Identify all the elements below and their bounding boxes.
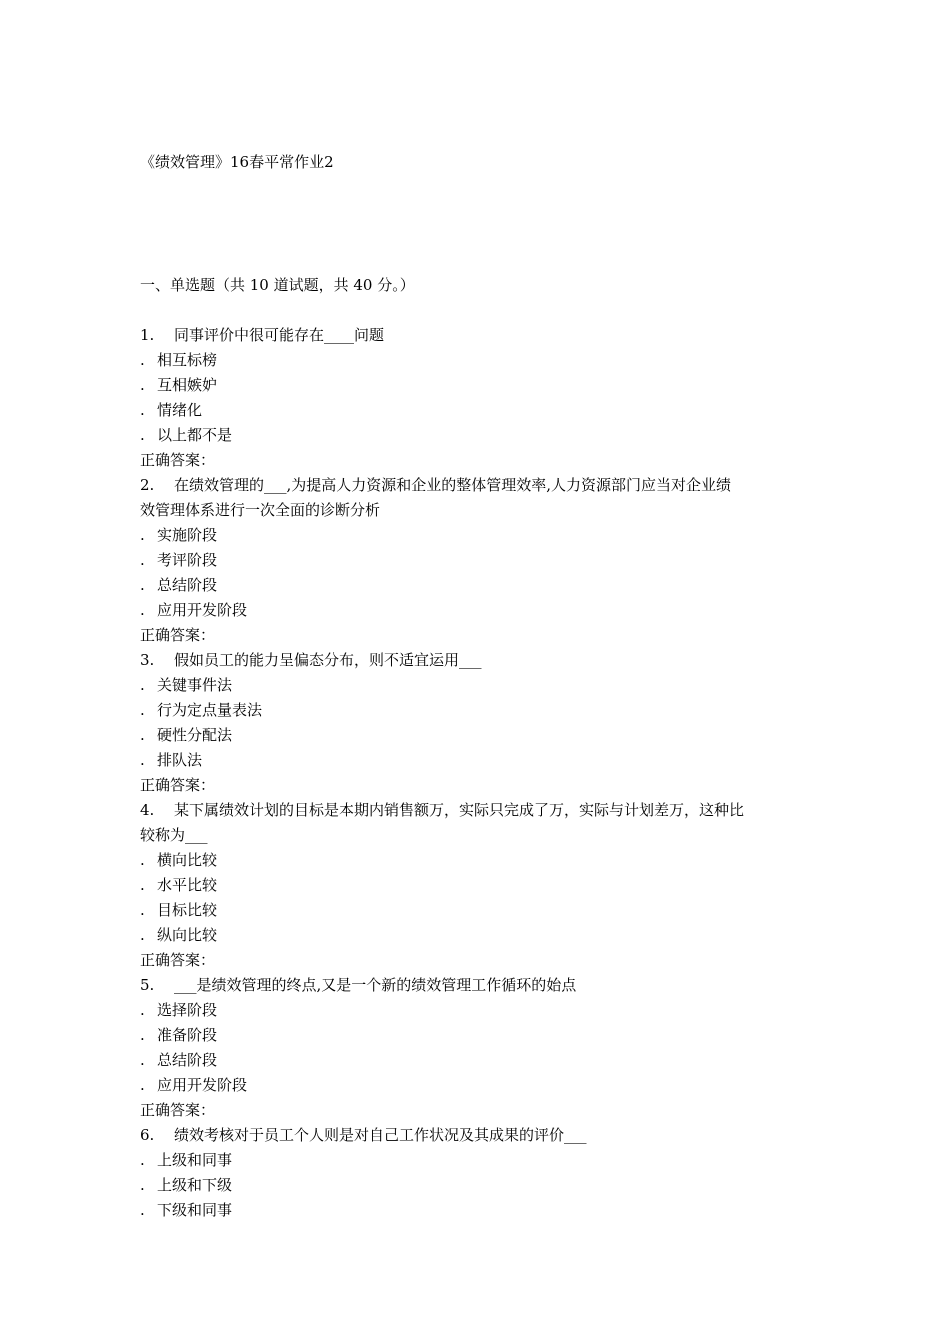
- option-text: 水平比较: [157, 876, 218, 894]
- question-item: [140, 648, 830, 798]
- option-bullet: .: [140, 401, 145, 419]
- answer-option: [140, 373, 830, 398]
- question-number: 2.: [140, 476, 155, 494]
- answer-option: [140, 398, 830, 423]
- answer-option: [140, 1048, 830, 1073]
- question-text: 绩效考核对于员工个人则是对自己工作状况及其成果的评价___: [174, 1126, 587, 1144]
- option-bullet: .: [140, 926, 145, 944]
- answer-option: [140, 1023, 830, 1048]
- question-stem: [140, 473, 830, 498]
- option-text: 总结阶段: [157, 1051, 218, 1069]
- option-text: 行为定点量表法: [157, 701, 263, 719]
- question-text-continued: 效管理体系进行一次全面的诊断分析: [140, 501, 381, 519]
- option-text: 实施阶段: [157, 526, 218, 544]
- correct-answer-label: 正确答案：: [140, 1101, 216, 1119]
- answer-option: [140, 1173, 830, 1198]
- option-bullet: .: [140, 1176, 145, 1194]
- question-stem: [140, 798, 830, 823]
- option-bullet: .: [140, 1076, 145, 1094]
- option-text: 硬性分配法: [157, 726, 233, 744]
- option-text: 情绪化: [157, 401, 203, 419]
- option-bullet: .: [140, 851, 145, 869]
- answer-option: [140, 873, 830, 898]
- option-text: 上级和下级: [157, 1176, 233, 1194]
- question-item: [140, 323, 830, 473]
- option-text: 考评阶段: [157, 551, 218, 569]
- option-bullet: .: [140, 1051, 145, 1069]
- question-text: 在绩效管理的___,为提高人力资源和企业的整体管理效率,人力资源部门应当对企业绩: [174, 476, 732, 494]
- option-bullet: .: [140, 526, 145, 544]
- correct-answer-label: 正确答案：: [140, 451, 216, 469]
- question-number: 5.: [140, 976, 155, 994]
- option-text: 下级和同事: [157, 1201, 233, 1219]
- question-stem: [140, 323, 830, 348]
- option-text: 准备阶段: [157, 1026, 218, 1044]
- correct-answer-label: 正确答案：: [140, 626, 216, 644]
- option-text: 关键事件法: [157, 676, 233, 694]
- question-list: [140, 323, 830, 1223]
- option-bullet: .: [140, 1026, 145, 1044]
- option-text: 排队法: [157, 751, 203, 769]
- option-bullet: .: [140, 551, 145, 569]
- answer-option: [140, 848, 830, 873]
- option-text: 上级和同事: [157, 1151, 233, 1169]
- question-item: [140, 798, 830, 973]
- answer-option: [140, 348, 830, 373]
- question-number: 3.: [140, 651, 155, 669]
- option-bullet: .: [140, 751, 145, 769]
- question-number: 6.: [140, 1126, 155, 1144]
- answer-option: [140, 573, 830, 598]
- question-text: 某下属绩效计划的目标是本期内销售额万，实际只完成了万，实际与计划差万，这种比: [174, 801, 745, 819]
- option-text: 横向比较: [157, 851, 218, 869]
- option-text: 总结阶段: [157, 576, 218, 594]
- question-number: 4.: [140, 801, 155, 819]
- answer-option: [140, 523, 830, 548]
- option-bullet: .: [140, 351, 145, 369]
- option-text: 互相嫉妒: [157, 376, 218, 394]
- option-bullet: .: [140, 876, 145, 894]
- option-bullet: .: [140, 726, 145, 744]
- option-text: 应用开发阶段: [157, 1076, 248, 1094]
- answer-option: [140, 1198, 830, 1223]
- option-bullet: .: [140, 701, 145, 719]
- section-heading: 一、单选题（共 10 道试题，共 40 分。）: [140, 276, 415, 294]
- option-bullet: .: [140, 1201, 145, 1219]
- option-bullet: .: [140, 426, 145, 444]
- question-item: [140, 473, 830, 648]
- option-bullet: .: [140, 676, 145, 694]
- document-title: 《绩效管理》16春平常作业2: [140, 153, 334, 171]
- answer-option: [140, 748, 830, 773]
- question-text: 假如员工的能力呈偏态分布，则不适宜运用___: [174, 651, 482, 669]
- option-bullet: .: [140, 576, 145, 594]
- answer-option: [140, 898, 830, 923]
- answer-option: [140, 723, 830, 748]
- option-text: 以上都不是: [157, 426, 233, 444]
- option-bullet: .: [140, 1151, 145, 1169]
- answer-option: [140, 673, 830, 698]
- question-item: [140, 1123, 830, 1223]
- option-text: 应用开发阶段: [157, 601, 248, 619]
- question-stem: [140, 1123, 830, 1148]
- option-bullet: .: [140, 376, 145, 394]
- question-text-continued: 较称为___: [140, 826, 208, 844]
- question-number: 1.: [140, 326, 155, 344]
- answer-option: [140, 548, 830, 573]
- option-bullet: .: [140, 601, 145, 619]
- answer-option: [140, 1073, 830, 1098]
- answer-option: [140, 423, 830, 448]
- question-text: 同事评价中很可能存在____问题: [174, 326, 385, 344]
- answer-option: [140, 998, 830, 1023]
- option-text: 相互标榜: [157, 351, 218, 369]
- question-stem: [140, 648, 830, 673]
- answer-option: [140, 598, 830, 623]
- answer-option: [140, 1148, 830, 1173]
- answer-option: [140, 923, 830, 948]
- answer-option: [140, 698, 830, 723]
- option-text: 纵向比较: [157, 926, 218, 944]
- option-text: 选择阶段: [157, 1001, 218, 1019]
- option-bullet: .: [140, 901, 145, 919]
- correct-answer-label: 正确答案：: [140, 776, 216, 794]
- question-stem: [140, 973, 830, 998]
- correct-answer-label: 正确答案：: [140, 951, 216, 969]
- question-item: [140, 973, 830, 1123]
- question-text: ___是绩效管理的终点,又是一个新的绩效管理工作循环的始点: [174, 976, 577, 994]
- option-text: 目标比较: [157, 901, 218, 919]
- option-bullet: .: [140, 1001, 145, 1019]
